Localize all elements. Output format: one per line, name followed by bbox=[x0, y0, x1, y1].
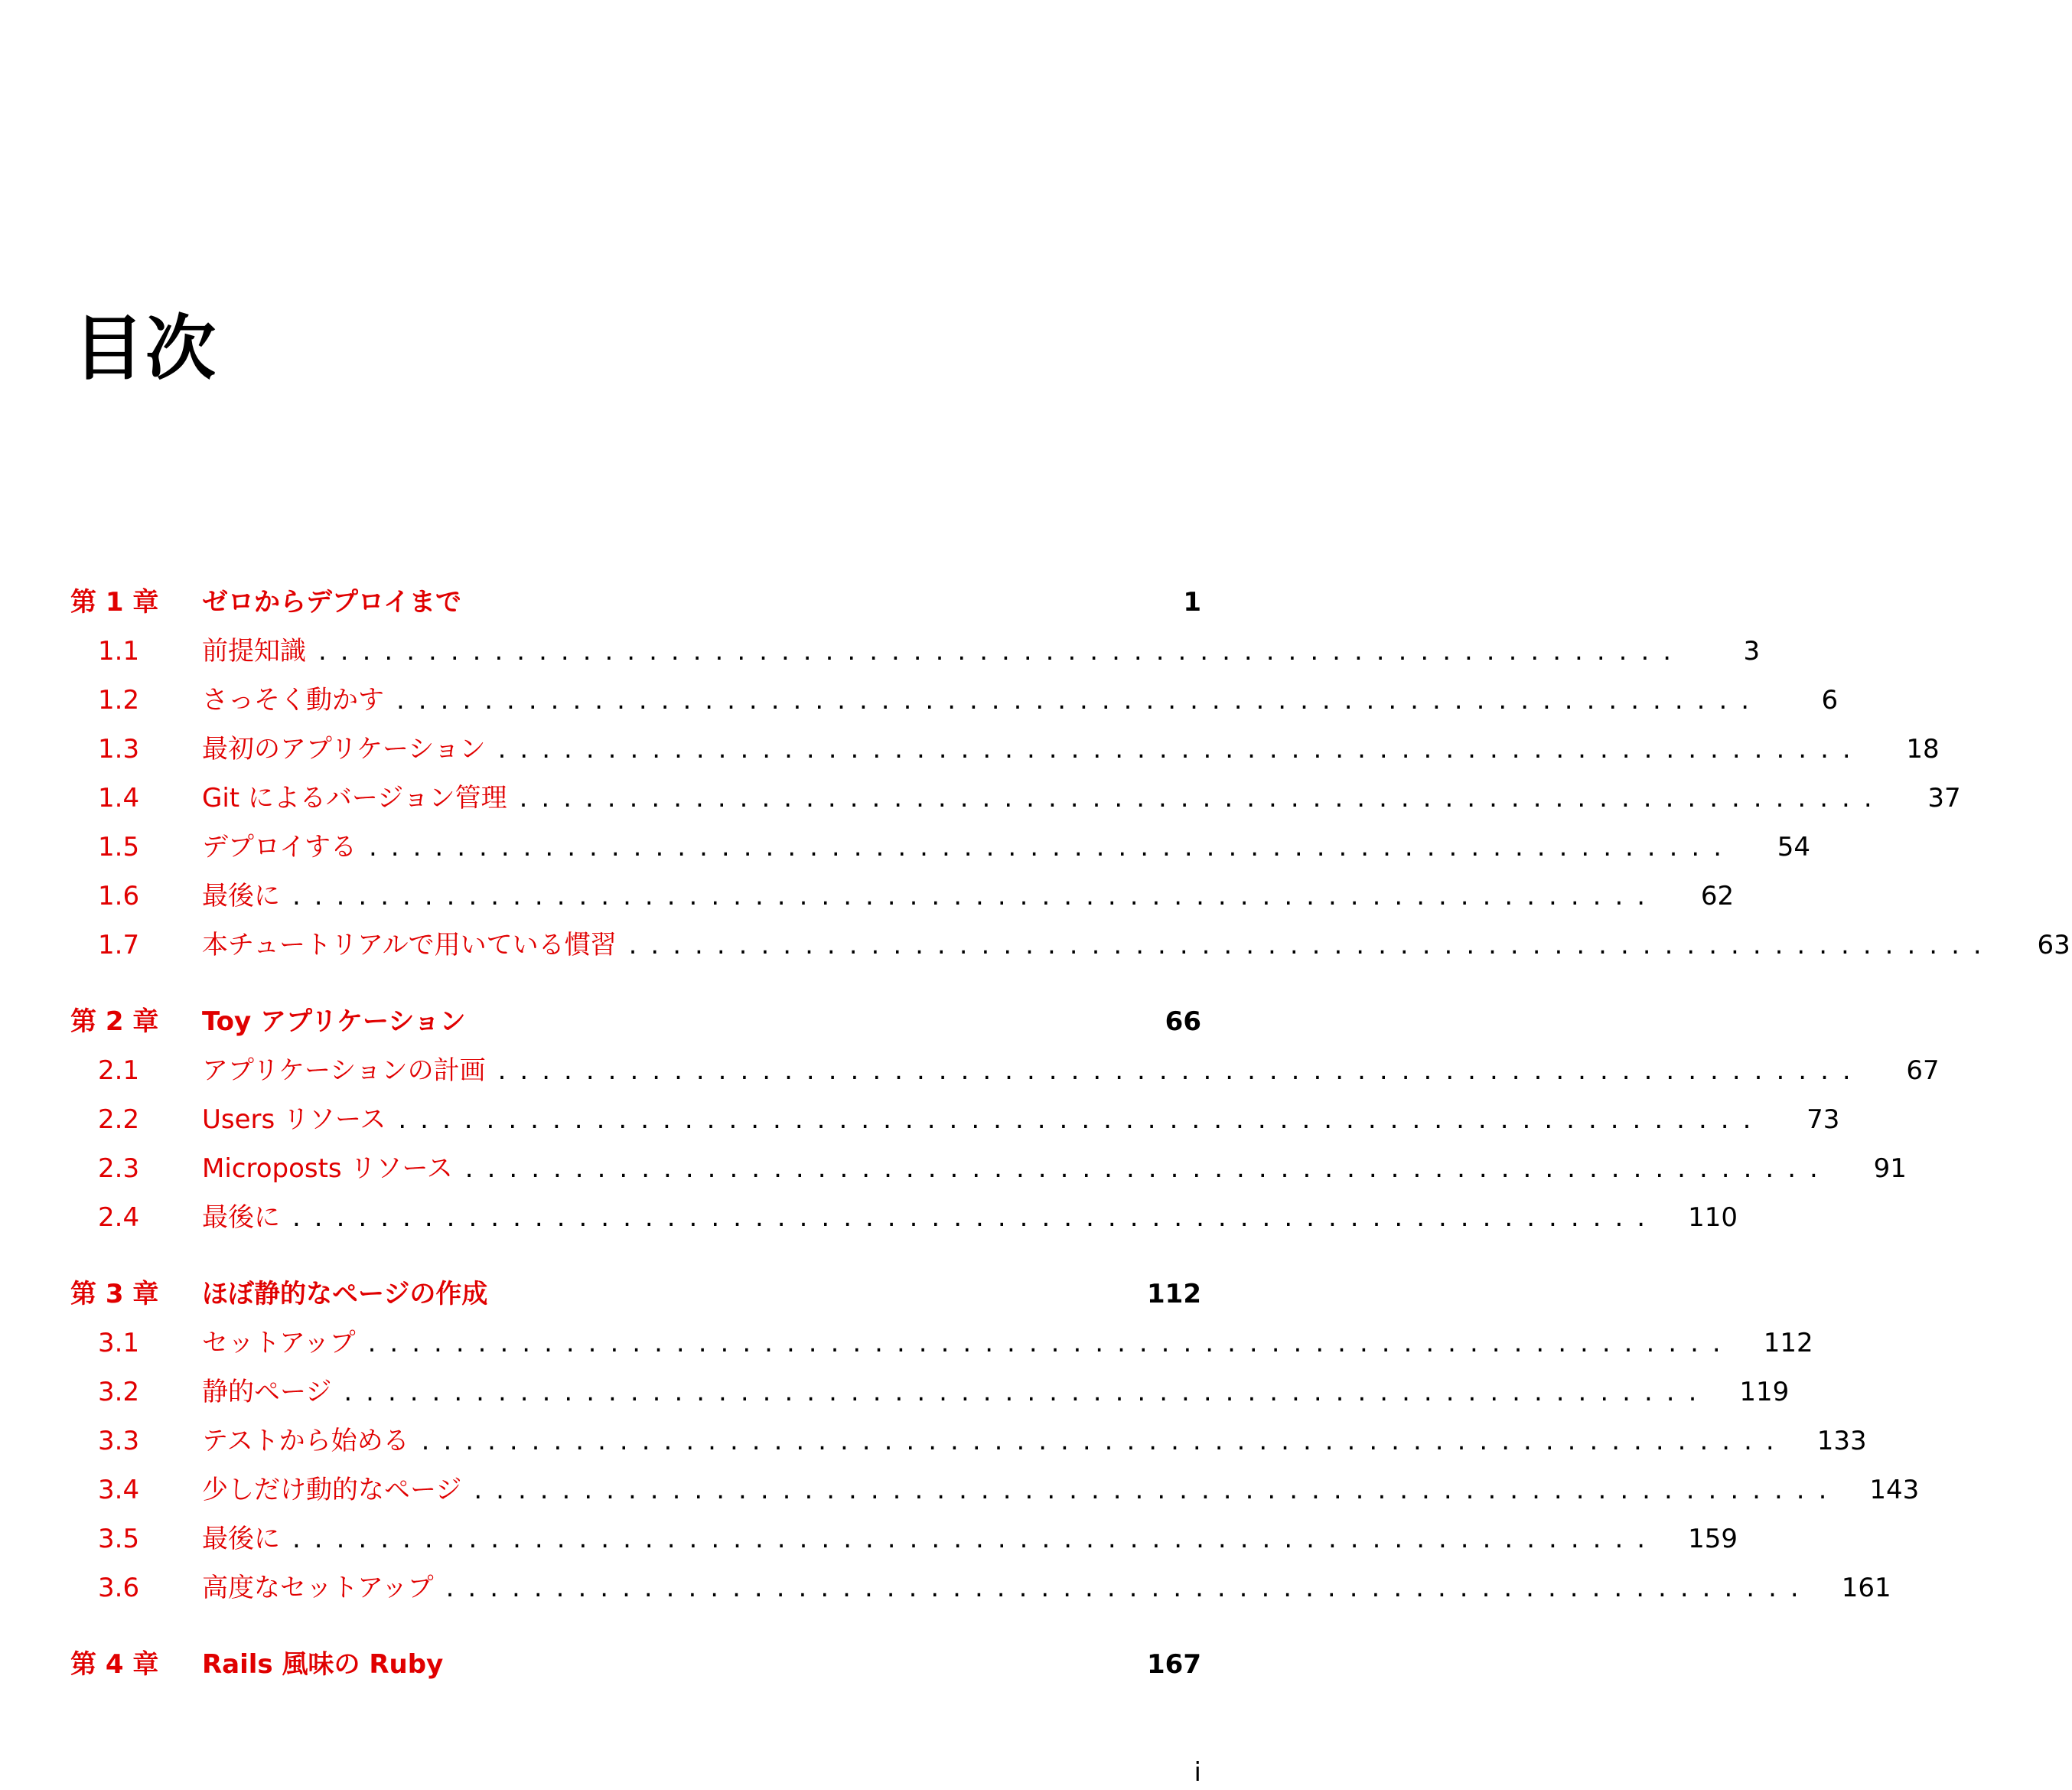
dot-leader: .............................................................. bbox=[367, 1328, 1735, 1358]
dot-leader: .............................................................. bbox=[464, 1153, 1832, 1184]
section-page: 112 bbox=[1763, 1328, 1813, 1358]
section-page: 37 bbox=[1927, 783, 1961, 813]
dot-leader: .............................................................. bbox=[628, 930, 1995, 960]
toc-chapter-1[interactable] bbox=[70, 578, 1203, 627]
section-number: 1.5 bbox=[98, 832, 140, 862]
dot-leader: .............................................................. bbox=[497, 1055, 1865, 1086]
section-page: 18 bbox=[1906, 734, 1940, 765]
section-page: 62 bbox=[1700, 881, 1735, 911]
toc-section-3-2[interactable] bbox=[70, 1368, 1790, 1417]
section-title[interactable]: Git によるバージョン管理 bbox=[202, 783, 507, 813]
section-title[interactable]: さっそく動かす bbox=[202, 685, 384, 716]
section-number: 3.2 bbox=[98, 1377, 140, 1407]
toc-section-3-6[interactable] bbox=[70, 1563, 1891, 1612]
section-number: 2.3 bbox=[98, 1153, 140, 1184]
toc-section-3-4[interactable] bbox=[70, 1466, 1920, 1514]
section-title[interactable]: 高度なセットアップ bbox=[202, 1573, 434, 1603]
section-number: 1.4 bbox=[98, 783, 140, 813]
section-page: 54 bbox=[1777, 832, 1811, 862]
section-number: 1.2 bbox=[98, 685, 140, 716]
section-number: 3.3 bbox=[98, 1426, 140, 1456]
section-title[interactable]: 少しだけ動的なページ bbox=[202, 1475, 462, 1505]
section-title[interactable]: 最後に bbox=[202, 881, 280, 911]
dot-leader: .............................................................. bbox=[344, 1377, 1711, 1407]
toc-section-3-1[interactable] bbox=[70, 1319, 1813, 1368]
toc-section-2-1[interactable] bbox=[70, 1046, 1940, 1095]
section-page: 161 bbox=[1841, 1573, 1891, 1603]
dot-leader: .............................................................. bbox=[368, 832, 1736, 862]
dot-leader: .............................................................. bbox=[292, 1524, 1660, 1554]
toc-section-3-5[interactable] bbox=[70, 1514, 1738, 1563]
section-title[interactable]: デプロイする bbox=[202, 832, 357, 862]
page-number: i bbox=[1194, 1757, 1201, 1788]
toc-section-1-7[interactable] bbox=[70, 921, 2070, 970]
section-page: 6 bbox=[1821, 685, 1839, 716]
chapter-number: 第 1 章 bbox=[70, 587, 159, 618]
chapter-title[interactable]: Toy アプリケーション bbox=[202, 1006, 466, 1037]
chapter-number: 第 3 章 bbox=[70, 1279, 159, 1309]
toc-section-1-2[interactable] bbox=[70, 676, 1839, 725]
section-page: 3 bbox=[1743, 636, 1761, 667]
toc-section-2-2[interactable] bbox=[70, 1095, 1840, 1144]
toc-chapter-3[interactable] bbox=[70, 1270, 1203, 1319]
section-page: 63 bbox=[2037, 930, 2070, 960]
dot-leader: .............................................................. bbox=[292, 1202, 1660, 1233]
section-title[interactable]: アプリケーションの計画 bbox=[202, 1055, 486, 1086]
chapter-page: 112 bbox=[1147, 1279, 1201, 1309]
dot-leader: .............................................................. bbox=[519, 783, 1886, 813]
section-title[interactable]: 前提知識 bbox=[202, 636, 306, 667]
section-page: 159 bbox=[1688, 1524, 1738, 1554]
dot-leader: .............................................................. bbox=[396, 685, 1764, 716]
section-title[interactable]: 最後に bbox=[202, 1202, 280, 1233]
page-title: 目次 bbox=[73, 308, 218, 390]
dot-leader: .............................................................. bbox=[292, 881, 1660, 911]
toc-section-1-1[interactable] bbox=[70, 627, 1761, 676]
chapter-number: 第 2 章 bbox=[70, 1006, 159, 1037]
toc-section-3-3[interactable] bbox=[70, 1417, 1867, 1466]
toc-section-1-5[interactable] bbox=[70, 823, 1811, 872]
section-page: 67 bbox=[1906, 1055, 1940, 1086]
section-page: 73 bbox=[1806, 1104, 1840, 1135]
section-page: 91 bbox=[1873, 1153, 1907, 1184]
toc-section-1-3[interactable] bbox=[70, 725, 1940, 774]
section-number: 3.4 bbox=[98, 1475, 140, 1505]
section-title[interactable]: 最初のアプリケーション bbox=[202, 734, 486, 765]
section-number: 1.1 bbox=[98, 636, 140, 667]
toc-section-2-4[interactable] bbox=[70, 1193, 1738, 1242]
dot-leader: .............................................................. bbox=[398, 1104, 1765, 1135]
chapter-title[interactable]: Rails 風味の Ruby bbox=[202, 1649, 444, 1680]
toc-section-1-6[interactable] bbox=[70, 872, 1735, 921]
section-number: 1.7 bbox=[98, 930, 140, 960]
section-number: 2.2 bbox=[98, 1104, 140, 1135]
section-number: 2.1 bbox=[98, 1055, 140, 1086]
chapter-number: 第 4 章 bbox=[70, 1649, 159, 1680]
dot-leader: .............................................................. bbox=[421, 1426, 1788, 1456]
section-number: 3.5 bbox=[98, 1524, 140, 1554]
section-title[interactable]: テストから始める bbox=[202, 1426, 409, 1456]
dot-leader: .............................................................. bbox=[318, 636, 1686, 667]
section-title[interactable]: Users リソース bbox=[202, 1104, 386, 1135]
section-page: 119 bbox=[1739, 1377, 1790, 1407]
section-page: 143 bbox=[1869, 1475, 1920, 1505]
section-page: 133 bbox=[1816, 1426, 1867, 1456]
chapter-title[interactable]: ゼロからデプロイまで bbox=[202, 587, 461, 618]
section-title[interactable]: 本チュートリアルで用いている慣習 bbox=[202, 930, 617, 960]
section-number: 3.6 bbox=[98, 1573, 140, 1603]
toc-section-1-4[interactable] bbox=[70, 774, 1961, 823]
toc-chapter-4[interactable] bbox=[70, 1640, 1203, 1689]
chapter-page: 167 bbox=[1147, 1649, 1201, 1680]
section-title[interactable]: 静的ページ bbox=[202, 1377, 332, 1407]
dot-leader: .............................................................. bbox=[474, 1475, 1841, 1505]
section-page: 110 bbox=[1688, 1202, 1738, 1233]
section-number: 3.1 bbox=[98, 1328, 140, 1358]
chapter-page: 1 bbox=[1183, 587, 1201, 618]
section-number: 1.6 bbox=[98, 881, 140, 911]
section-title[interactable]: Microposts リソース bbox=[202, 1153, 453, 1184]
table-of-contents bbox=[70, 578, 2070, 1689]
dot-leader: .............................................................. bbox=[445, 1573, 1813, 1603]
section-title[interactable]: セットアップ bbox=[202, 1328, 356, 1358]
section-number: 1.3 bbox=[98, 734, 140, 765]
section-number: 2.4 bbox=[98, 1202, 140, 1233]
dot-leader: .............................................................. bbox=[497, 734, 1865, 765]
section-title[interactable]: 最後に bbox=[202, 1524, 280, 1554]
toc-chapter-2[interactable] bbox=[70, 997, 1203, 1046]
toc-section-2-3[interactable] bbox=[70, 1144, 1907, 1193]
chapter-page: 66 bbox=[1165, 1006, 1201, 1037]
chapter-title[interactable]: ほぼ静的なページの作成 bbox=[202, 1279, 488, 1309]
